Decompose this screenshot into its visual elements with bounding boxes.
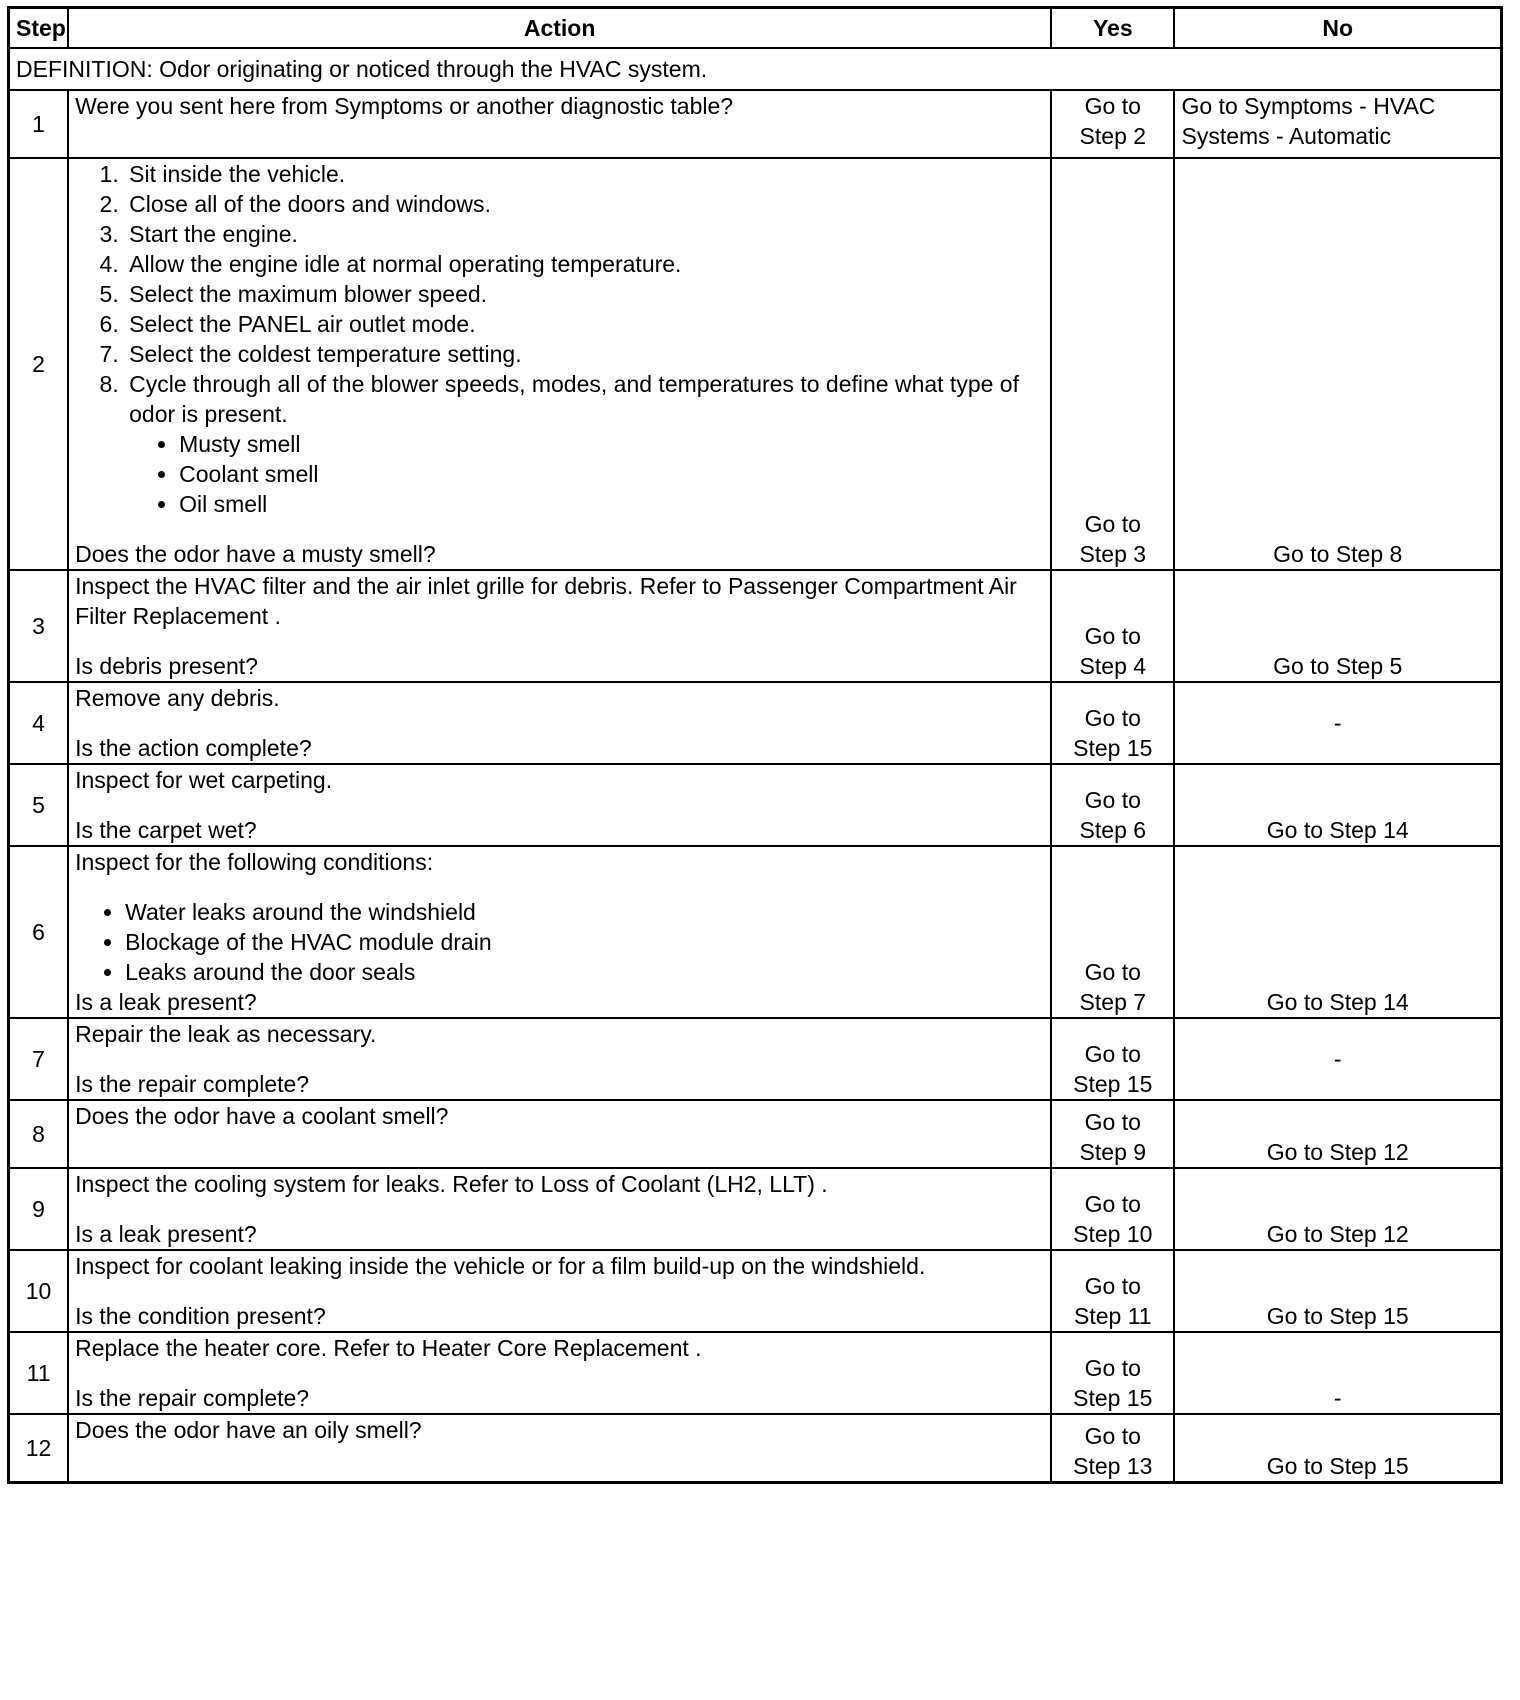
action-instruction: Repair the leak as necessary. <box>75 1021 377 1047</box>
condition-list <box>75 897 1044 987</box>
action-text <box>68 764 1051 846</box>
no-result: Go to Step 12 <box>1174 1168 1501 1250</box>
step-number: 10 <box>9 1250 69 1332</box>
yes-result: Go to Step 13 <box>1051 1414 1174 1482</box>
yes-result: Go to Step 15 <box>1051 1018 1174 1100</box>
list-item <box>125 369 1044 519</box>
action-question: Does the odor have a musty smell? <box>75 541 436 567</box>
table-row <box>9 1168 1502 1250</box>
step-number: 5 <box>9 764 69 846</box>
list-item: 6. Select the PANEL air outlet mode. <box>125 309 1044 339</box>
diagnostic-table <box>7 6 1503 1484</box>
action-text <box>68 1018 1051 1100</box>
header-row <box>9 8 1502 49</box>
action-text <box>68 1414 1051 1482</box>
no-result: Go to Step 12 <box>1174 1100 1501 1168</box>
list-item: • Blockage of the HVAC module drain <box>125 927 1044 957</box>
step-number: 12 <box>9 1414 69 1482</box>
list-item: 2. Close all of the doors and windows. <box>125 189 1044 219</box>
action-instruction: Inspect for coolant leaking inside the vehicle or for a film build-up on the windshield. <box>75 1253 926 1279</box>
no-result: Go to Step 8 <box>1174 158 1501 570</box>
action-text <box>68 90 1051 158</box>
step-number: 1 <box>9 90 69 158</box>
yes-result: Go to Step 7 <box>1051 846 1174 1018</box>
list-item: 1. Sit inside the vehicle. <box>125 159 1044 189</box>
list-item: • Leaks around the door seals <box>125 957 1044 987</box>
list-item: 7. Select the coldest temperature setting. <box>125 339 1044 369</box>
action-question: Were you sent here from Symptoms or another diagnostic table? <box>75 93 734 119</box>
action-question: Is the repair complete? <box>75 1385 310 1411</box>
action-question: Is the carpet wet? <box>75 817 257 843</box>
action-text <box>68 1100 1051 1168</box>
yes-result: Go to Step 9 <box>1051 1100 1174 1168</box>
action-text <box>68 1168 1051 1250</box>
step-number: 3 <box>9 570 69 682</box>
action-question: Is a leak present? <box>75 989 257 1015</box>
no-result: Go to Symptoms - HVAC Systems - Automatic <box>1174 90 1501 158</box>
action-text <box>68 570 1051 682</box>
action-question: Is debris present? <box>75 653 258 679</box>
yes-result: Go to Step 15 <box>1051 1332 1174 1414</box>
smell-list <box>129 429 1044 519</box>
action-instruction: Inspect the HVAC filter and the air inlet grille for debris. Refer to Passenger Compartment Air Filter Replacement . <box>75 573 1017 629</box>
action-instruction: Replace the heater core. Refer to Heater Core Replacement . <box>75 1335 702 1361</box>
action-instruction: Remove any debris. <box>75 685 280 711</box>
step-number: 4 <box>9 682 69 764</box>
no-result: - <box>1174 682 1501 764</box>
no-result: Go to Step 15 <box>1174 1250 1501 1332</box>
yes-result: Go to Step 6 <box>1051 764 1174 846</box>
table-row <box>9 1332 1502 1414</box>
table-row <box>9 846 1502 1018</box>
action-instruction: Inspect the cooling system for leaks. Refer to Loss of Coolant (LH2, LLT) . <box>75 1171 828 1197</box>
no-result: Go to Step 15 <box>1174 1414 1501 1482</box>
action-text <box>68 846 1051 1018</box>
table-row <box>9 1100 1502 1168</box>
action-text <box>68 1250 1051 1332</box>
action-instruction: Inspect for the following conditions: <box>75 849 434 875</box>
header-no: No <box>1174 8 1501 49</box>
step-number: 7 <box>9 1018 69 1100</box>
step-number: 8 <box>9 1100 69 1168</box>
action-question: Is a leak present? <box>75 1221 257 1247</box>
action-question: Is the repair complete? <box>75 1071 310 1097</box>
table-row <box>9 1414 1502 1482</box>
action-question: Is the action complete? <box>75 735 312 761</box>
header-yes: Yes <box>1051 8 1174 49</box>
yes-result: Go to Step 2 <box>1051 90 1174 158</box>
yes-result: Go to Step 11 <box>1051 1250 1174 1332</box>
action-question: Does the odor have an oily smell? <box>75 1417 422 1443</box>
step-number: 9 <box>9 1168 69 1250</box>
list-item: 3. Start the engine. <box>125 219 1044 249</box>
action-question: Is the condition present? <box>75 1303 326 1329</box>
list-item: • Coolant smell <box>179 459 1044 489</box>
header-step: Step <box>9 8 69 49</box>
list-item: 4. Allow the engine idle at normal operating temperature. <box>125 249 1044 279</box>
header-action: Action <box>68 8 1051 49</box>
list-item: • Oil smell <box>179 489 1044 519</box>
yes-result: Go to Step 10 <box>1051 1168 1174 1250</box>
list-item: • Musty smell <box>179 429 1044 459</box>
list-item: • Water leaks around the windshield <box>125 897 1044 927</box>
action-question: Does the odor have a coolant smell? <box>75 1103 449 1129</box>
list-item: 5. Select the maximum blower speed. <box>125 279 1044 309</box>
table-row <box>9 1250 1502 1332</box>
definition-row <box>9 48 1502 90</box>
step-number: 2 <box>9 158 69 570</box>
step-number: 11 <box>9 1332 69 1414</box>
no-result: Go to Step 5 <box>1174 570 1501 682</box>
yes-result: Go to Step 15 <box>1051 682 1174 764</box>
table-row <box>9 570 1502 682</box>
yes-result: Go to Step 4 <box>1051 570 1174 682</box>
table-row <box>9 764 1502 846</box>
definition-text: DEFINITION: Odor originating or noticed through the HVAC system. <box>9 48 1502 90</box>
yes-result: Go to Step 3 <box>1051 158 1174 570</box>
table-row <box>9 682 1502 764</box>
step-number: 6 <box>9 846 69 1018</box>
no-result: Go to Step 14 <box>1174 764 1501 846</box>
table-row <box>9 1018 1502 1100</box>
no-result: Go to Step 14 <box>1174 846 1501 1018</box>
no-result: - <box>1174 1332 1501 1414</box>
table-row <box>9 158 1502 570</box>
procedure-steps <box>75 159 1044 519</box>
table-row <box>9 90 1502 158</box>
action-text <box>68 1332 1051 1414</box>
no-result: - <box>1174 1018 1501 1100</box>
action-instruction: Inspect for wet carpeting. <box>75 767 333 793</box>
action-text <box>68 682 1051 764</box>
action-text <box>68 158 1051 570</box>
list-item-text: Cycle through all of the blower speeds, modes, and temperatures to define what type of odor is present. <box>129 371 1019 427</box>
